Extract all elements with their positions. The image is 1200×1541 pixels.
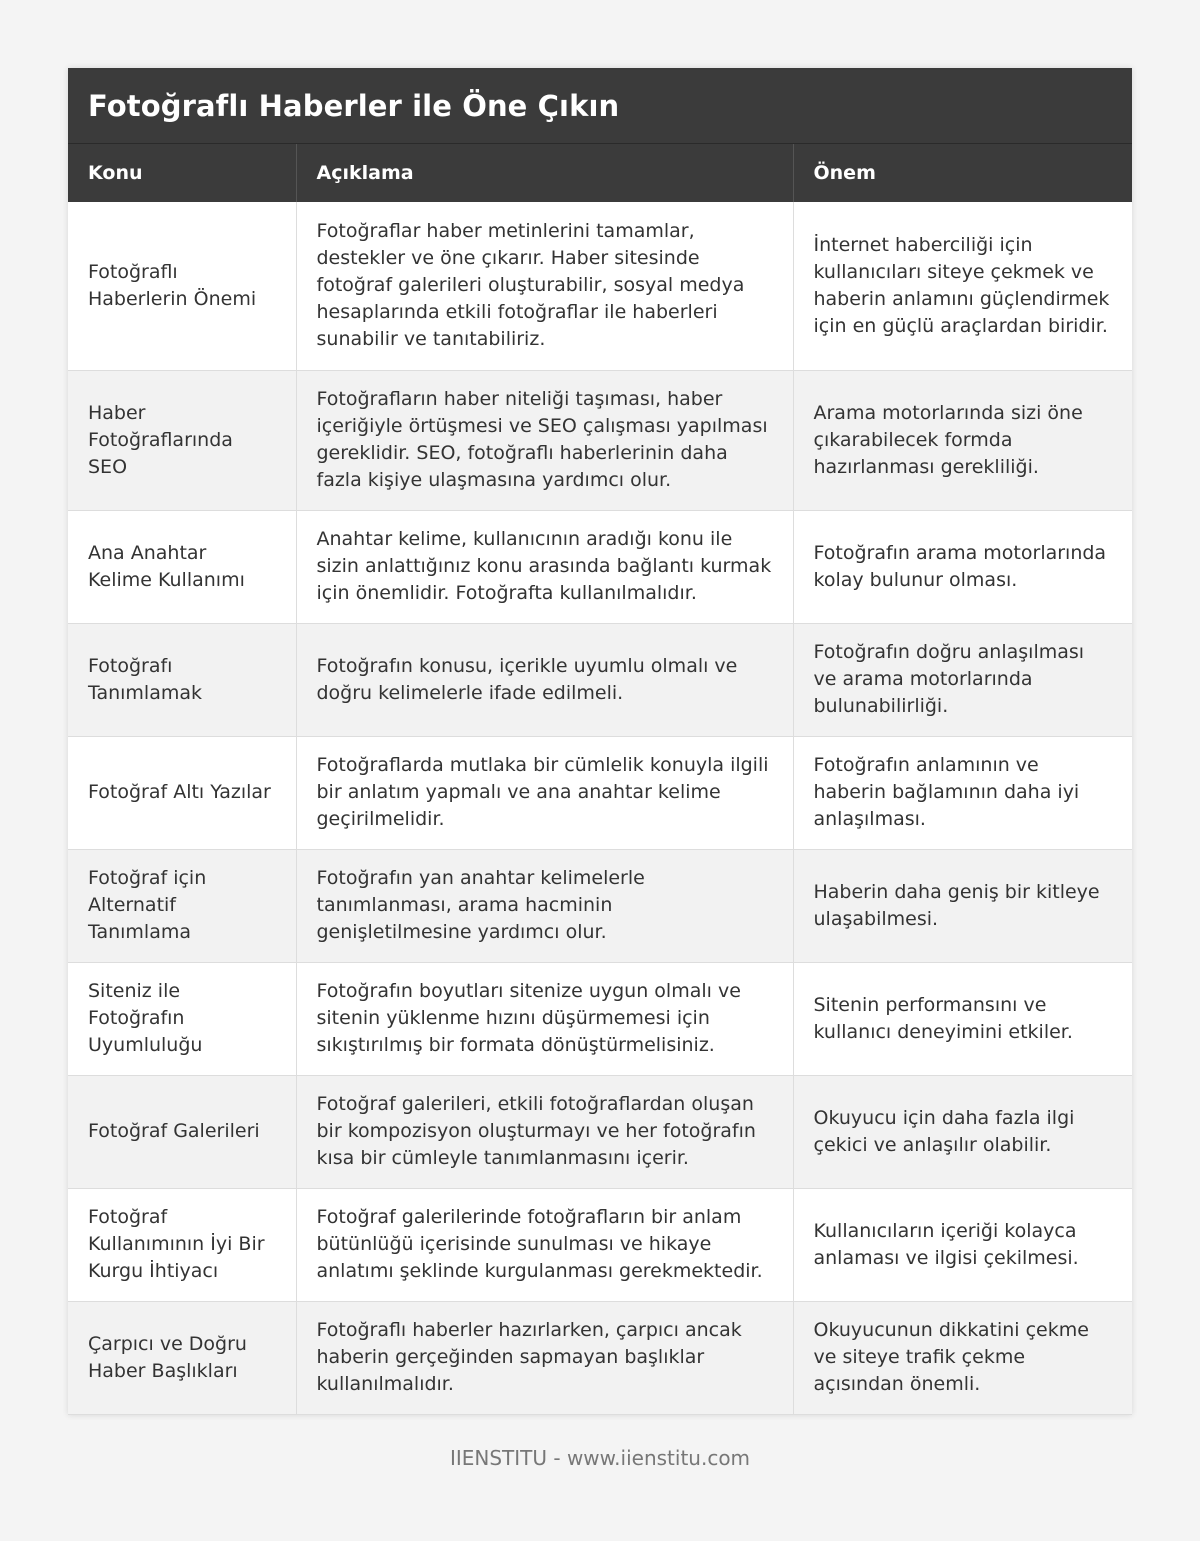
cell-konu: Çarpıcı ve Doğru Haber Başlıkları [68, 1301, 296, 1414]
table-header-row [68, 144, 1132, 202]
cell-aciklama: Anahtar kelime, kullanıcının aradığı konu ile sizin anlattığınız konu arasında bağlantı kurmak için önemlidir. Fotoğrafta kullanılmalıdır. [296, 510, 793, 623]
title-bar [68, 68, 1132, 144]
cell-konu: Fotoğrafı Tanımlamak [68, 623, 296, 736]
cell-aciklama: Fotoğraflarda mutlaka bir cümlelik konuyla ilgili bir anlatım yapmalı ve ana anahtar kelime geçirilmelidir. [296, 736, 793, 849]
content-card [68, 68, 1132, 1415]
cell-onem: Fotoğrafın doğru anlaşılması ve arama motorlarında bulunabilirliği. [793, 623, 1132, 736]
column-header-konu: Konu [68, 144, 296, 202]
cell-onem: İnternet haberciliği için kullanıcıları siteye çekmek ve haberin anlamını güçlendirmek için en güçlü araçlardan biridir. [793, 202, 1132, 370]
table-row [68, 1075, 1132, 1188]
cell-konu: Fotoğraflı Haberlerin Önemi [68, 202, 296, 370]
cell-aciklama: Fotoğrafların haber niteliği taşıması, haber içeriğiyle örtüşmesi ve SEO çalışması yapılması gereklidir. SEO, fotoğraflı haberlerinin daha fazla kişiye ulaşmasına yardımcı olur. [296, 370, 793, 510]
cell-onem: Fotoğrafın anlamının ve haberin bağlamının daha iyi anlaşılması. [793, 736, 1132, 849]
cell-aciklama: Fotoğraflı haberler hazırlarken, çarpıcı ancak haberin gerçeğinden sapmayan başlıklar kullanılmalıdır. [296, 1301, 793, 1414]
cell-onem: Kullanıcıların içeriği kolayca anlaması ve ilgisi çekilmesi. [793, 1188, 1132, 1301]
column-header-onem: Önem [793, 144, 1132, 202]
cell-onem: Arama motorlarında sizi öne çıkarabilecek formda hazırlanması gerekliliği. [793, 370, 1132, 510]
cell-konu: Haber Fotoğraflarında SEO [68, 370, 296, 510]
cell-onem: Okuyucu için daha fazla ilgi çekici ve anlaşılır olabilir. [793, 1075, 1132, 1188]
cell-aciklama: Fotoğrafın yan anahtar kelimelerle tanımlanması, arama hacminin genişletilmesine yardımcı olur. [296, 849, 793, 962]
cell-konu: Fotoğraf Altı Yazılar [68, 736, 296, 849]
page-title: Fotoğraflı Haberler ile Öne Çıkın [88, 88, 620, 123]
cell-aciklama: Fotoğraflar haber metinlerini tamamlar, destekler ve öne çıkarır. Haber sitesinde fotoğraf galerileri oluşturabilir, sosyal medya hesaplarında etkili fotoğraflar ile haberleri sunabilir ve tanıtabiliriz. [296, 202, 793, 370]
cell-onem: Haberin daha geniş bir kitleye ulaşabilmesi. [793, 849, 1132, 962]
table-row [68, 510, 1132, 623]
table-row [68, 849, 1132, 962]
table-row [68, 202, 1132, 370]
cell-aciklama: Fotoğrafın konusu, içerikle uyumlu olmalı ve doğru kelimelerle ifade edilmeli. [296, 623, 793, 736]
info-table [68, 144, 1132, 1415]
cell-konu: Fotoğraf Kullanımının İyi Bir Kurgu İhtiyacı [68, 1188, 296, 1301]
cell-konu: Fotoğraf Galerileri [68, 1075, 296, 1188]
table-row [68, 370, 1132, 510]
cell-konu: Siteniz ile Fotoğrafın Uyumluluğu [68, 962, 296, 1075]
footer-credit: IIENSTITU - www.iienstitu.com [449, 1446, 751, 1470]
column-header-aciklama: Açıklama [296, 144, 793, 202]
cell-onem: Fotoğrafın arama motorlarında kolay bulunur olması. [793, 510, 1132, 623]
cell-onem: Sitenin performansını ve kullanıcı deneyimini etkiler. [793, 962, 1132, 1075]
cell-aciklama: Fotoğraf galerilerinde fotoğrafların bir anlam bütünlüğü içerisinde sunulması ve hikaye anlatımı şeklinde kurgulanması gerekmektedir. [296, 1188, 793, 1301]
cell-aciklama: Fotoğraf galerileri, etkili fotoğraflardan oluşan bir kompozisyon oluşturmayı ve her fotoğrafın kısa bir cümleyle tanımlanmasını içerir. [296, 1075, 793, 1188]
table-row [68, 1188, 1132, 1301]
cell-aciklama: Fotoğrafın boyutları sitenize uygun olmalı ve sitenin yüklenme hızını düşürmemesi için sıkıştırılmış bir formata dönüştürmelisiniz. [296, 962, 793, 1075]
table-row [68, 623, 1132, 736]
table-row [68, 1301, 1132, 1414]
table-row [68, 962, 1132, 1075]
cell-onem: Okuyucunun dikkatini çekme ve siteye trafik çekme açısından önemli. [793, 1301, 1132, 1414]
table-row [68, 736, 1132, 849]
cell-konu: Fotoğraf için Alternatif Tanımlama [68, 849, 296, 962]
cell-konu: Ana Anahtar Kelime Kullanımı [68, 510, 296, 623]
